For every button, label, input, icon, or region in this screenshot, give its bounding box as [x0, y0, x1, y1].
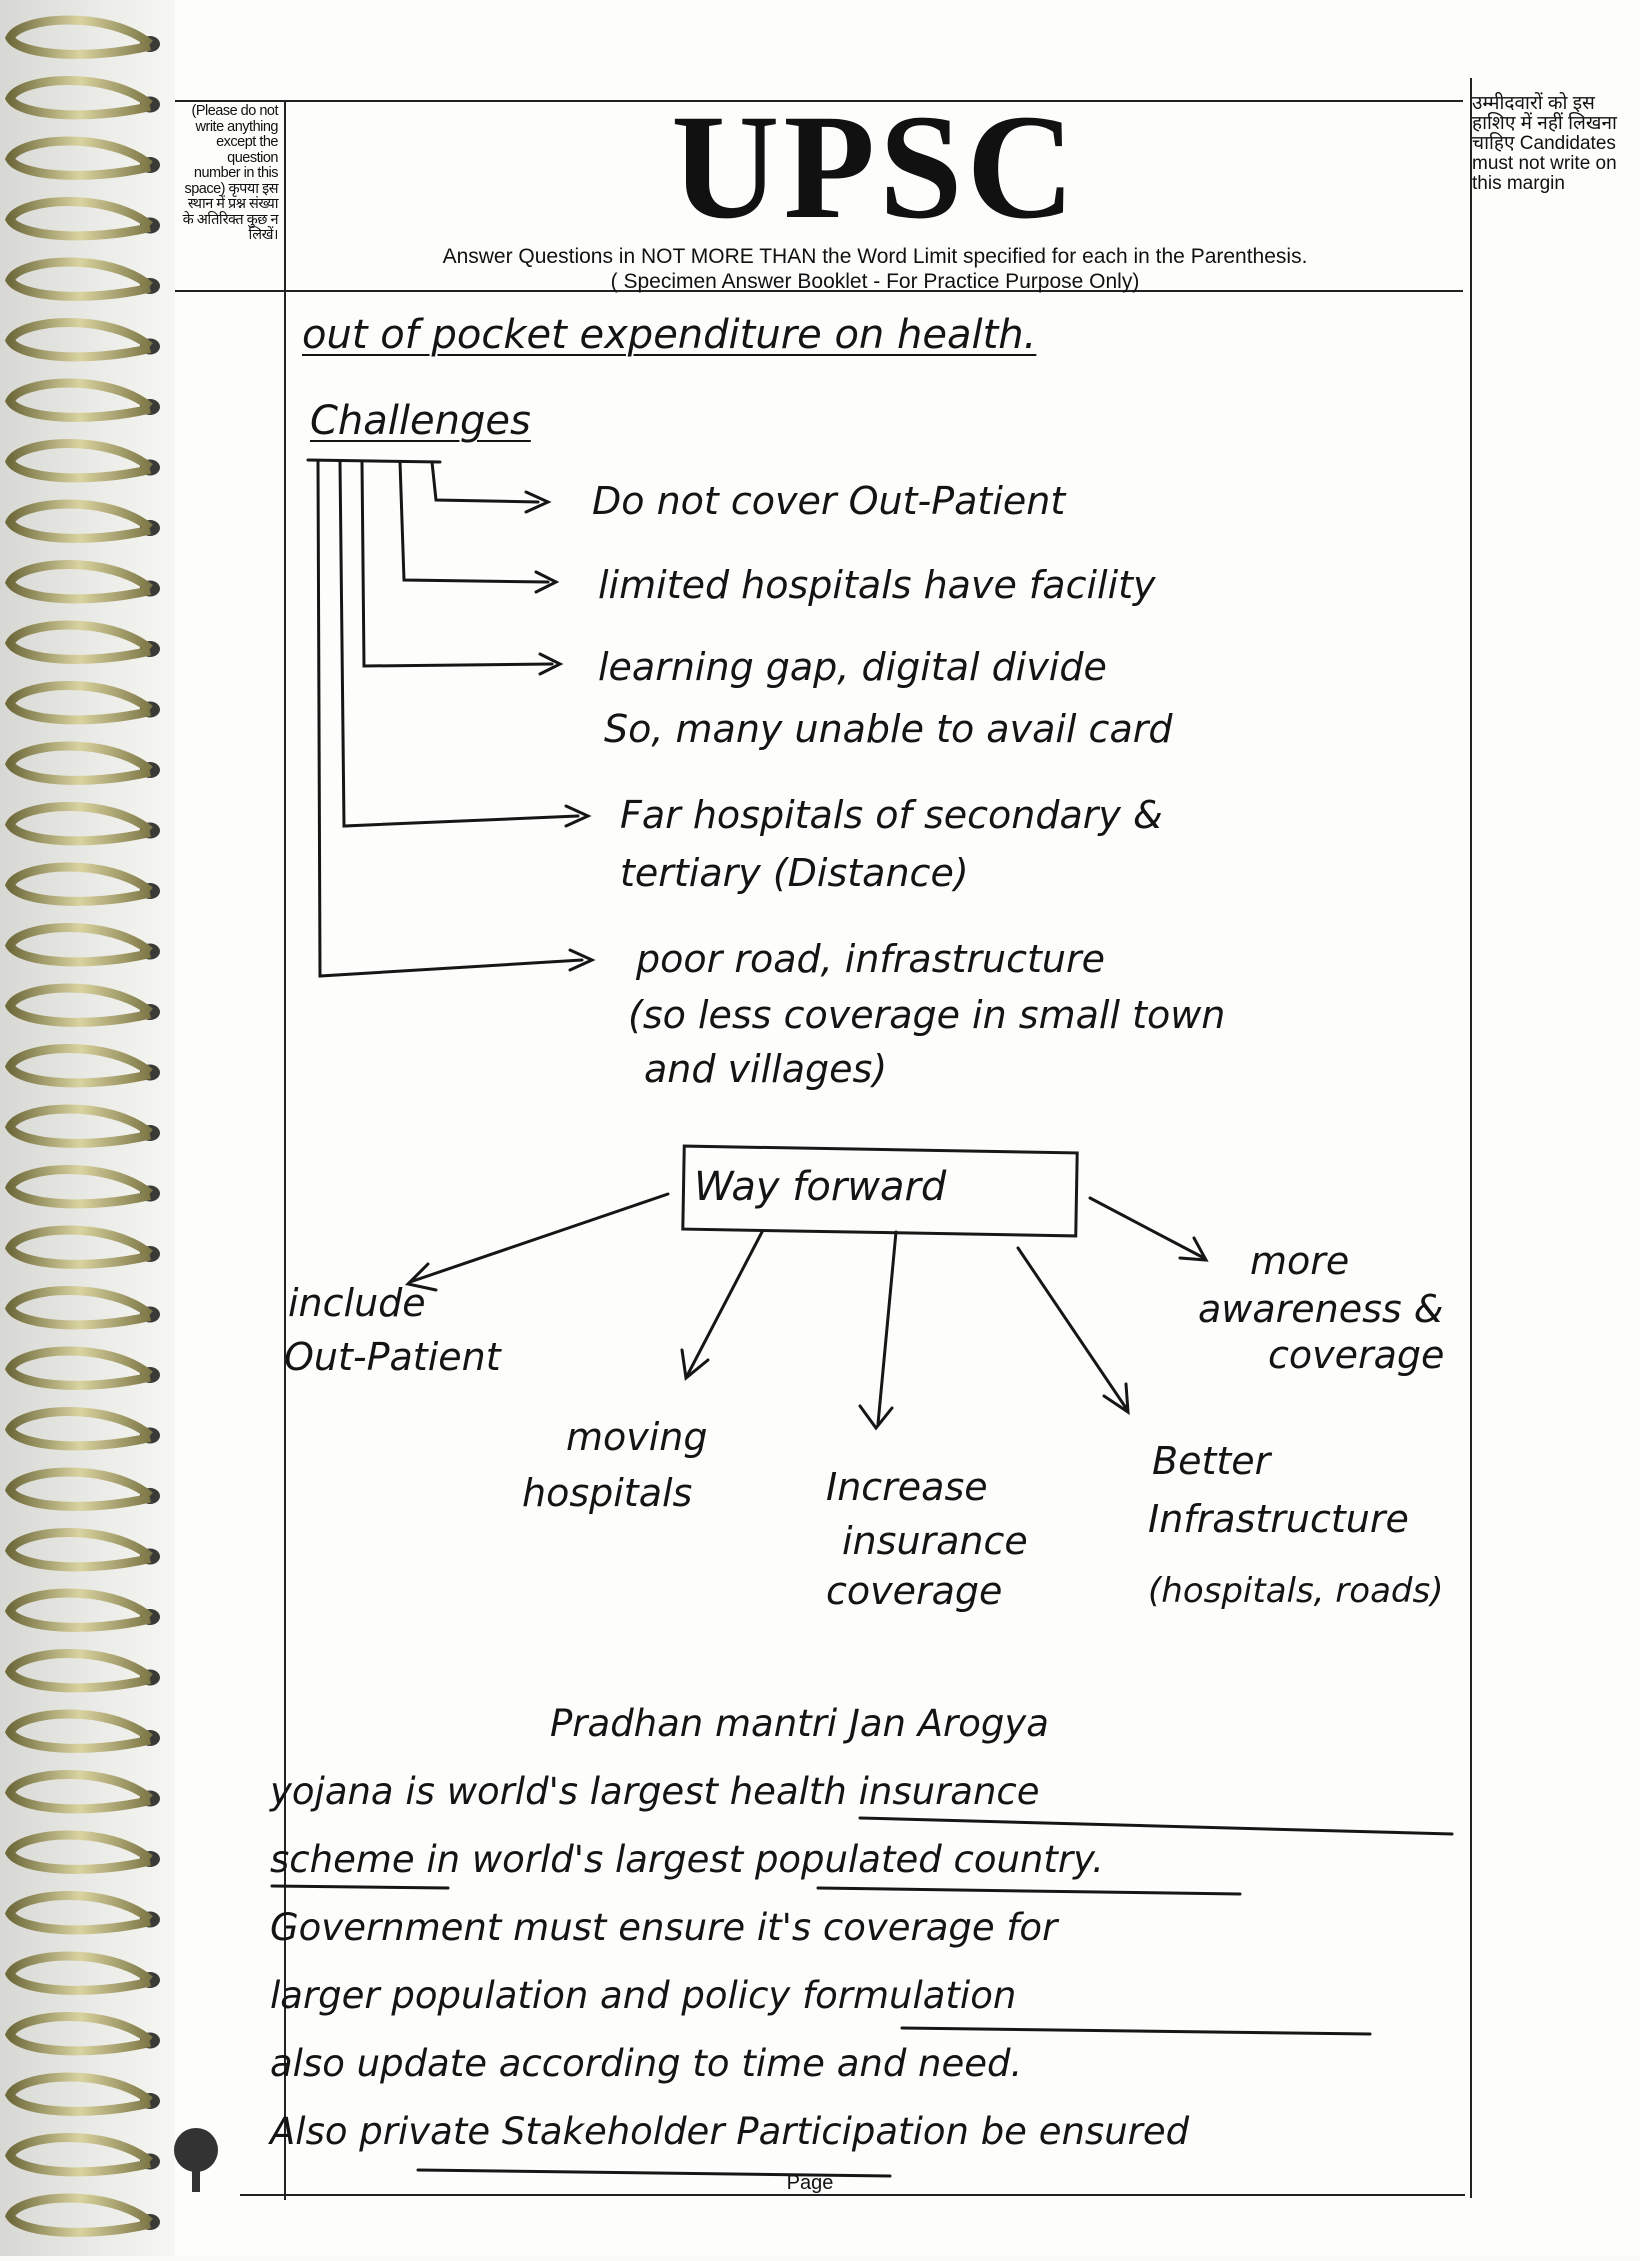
wf-3-line-1: Increase [826, 1465, 988, 1509]
bracket-line-1 [432, 462, 538, 502]
wf-1-line-2: Out-Patient [284, 1335, 501, 1379]
wf-2-line-1: moving [566, 1415, 708, 1459]
bracket-line-4 [340, 462, 578, 826]
wf-arrow-1 [410, 1194, 668, 1282]
wf-arrow-4 [1018, 1248, 1126, 1408]
page-label: Page [786, 2172, 834, 2194]
underline-scheme [272, 1886, 448, 1888]
challenge-5-line-2: (so less coverage in small town [628, 993, 1226, 1037]
wf-3-line-2: insurance [842, 1519, 1028, 1563]
challenge-5-line-1: poor road, infrastructure [636, 937, 1105, 981]
challenge-4-line-1: Far hospitals of secondary & [620, 793, 1163, 837]
wf-arrow-3 [878, 1232, 896, 1424]
way-forward-label: Way forward [694, 1164, 947, 1210]
wf-5-line-3: coverage [1268, 1333, 1445, 1377]
underline-private-stakeholder [418, 2170, 890, 2176]
wf-3-line-3: coverage [826, 1569, 1003, 1613]
bracket-line-5 [318, 462, 582, 976]
wf-4-line-3: (hospitals, roads) [1148, 1571, 1444, 1611]
underline-policy-formulation [902, 2028, 1370, 2034]
paragraph-line-2: yojana is world's largest health insurance [270, 1770, 1040, 1813]
paragraph-line-3: scheme in world's largest populated country. [270, 1838, 1104, 1881]
underline-largest-health-insurance [860, 1818, 1452, 1834]
wf-4-line-2: Infrastructure [1148, 1497, 1409, 1541]
challenge-4-line-2: tertiary (Distance) [620, 851, 969, 895]
wf-arrow-4-head [1104, 1384, 1128, 1412]
instructions-line-2: ( Specimen Answer Booklet - For Practice Purpose Only) [610, 270, 1140, 293]
wf-5-line-2: awareness & [1198, 1287, 1444, 1331]
underline-largest-populated [818, 1888, 1240, 1894]
right-margin-note: उम्मीदवारों को इस हाशिए में नहीं लिखना चाहिए Candidates must not write on this margin [1472, 93, 1617, 194]
paragraph-line-4: Government must ensure it's coverage for [270, 1906, 1058, 1949]
page-title: UPSC [671, 84, 1079, 250]
tree-logo-icon [174, 2128, 218, 2192]
bracket-line-2 [400, 462, 548, 582]
bracket-line-3 [362, 462, 552, 666]
challenge-2: limited hospitals have facility [598, 563, 1156, 607]
challenge-3-line-1: learning gap, digital divide [598, 645, 1107, 689]
answer-heading: out of pocket expenditure on health. [302, 312, 1037, 358]
challenge-5-line-3: and villages) [644, 1047, 888, 1091]
challenge-3-line-2: So, many unable to avail card [604, 707, 1173, 751]
paragraph-line-1: Pradhan mantri Jan Arogya [550, 1702, 1049, 1745]
left-margin-note: (Please do not write anything except the question number in this space) कृपया इस स्थान में प्रश्न संख्या के अतिरिक्त कुछ न लिखें। [182, 103, 278, 243]
instructions-line-1: Answer Questions in NOT MORE THAN the Word Limit specified for each in the Parenthesis. [442, 245, 1308, 268]
wf-arrow-5 [1090, 1198, 1204, 1258]
wf-2-line-2: hospitals [522, 1471, 693, 1515]
challenge-1: Do not cover Out-Patient [592, 479, 1066, 523]
paragraph-line-6: also update according to time and need. [270, 2042, 1023, 2085]
wf-5-line-1: more [1250, 1239, 1350, 1283]
paragraph-line-5: larger population and policy formulation [270, 1974, 1017, 2017]
wf-arrow-2-head [682, 1350, 708, 1378]
wf-4-line-1: Better [1152, 1439, 1271, 1483]
bracket-top [308, 460, 440, 462]
wf-arrow-2 [688, 1232, 762, 1374]
paragraph-line-7: Also private Stakeholder Participation be ensured [270, 2110, 1190, 2153]
wf-arrow-3-head [860, 1406, 892, 1428]
challenges-heading: Challenges [310, 398, 531, 444]
wf-1-line-1: include [288, 1281, 426, 1325]
